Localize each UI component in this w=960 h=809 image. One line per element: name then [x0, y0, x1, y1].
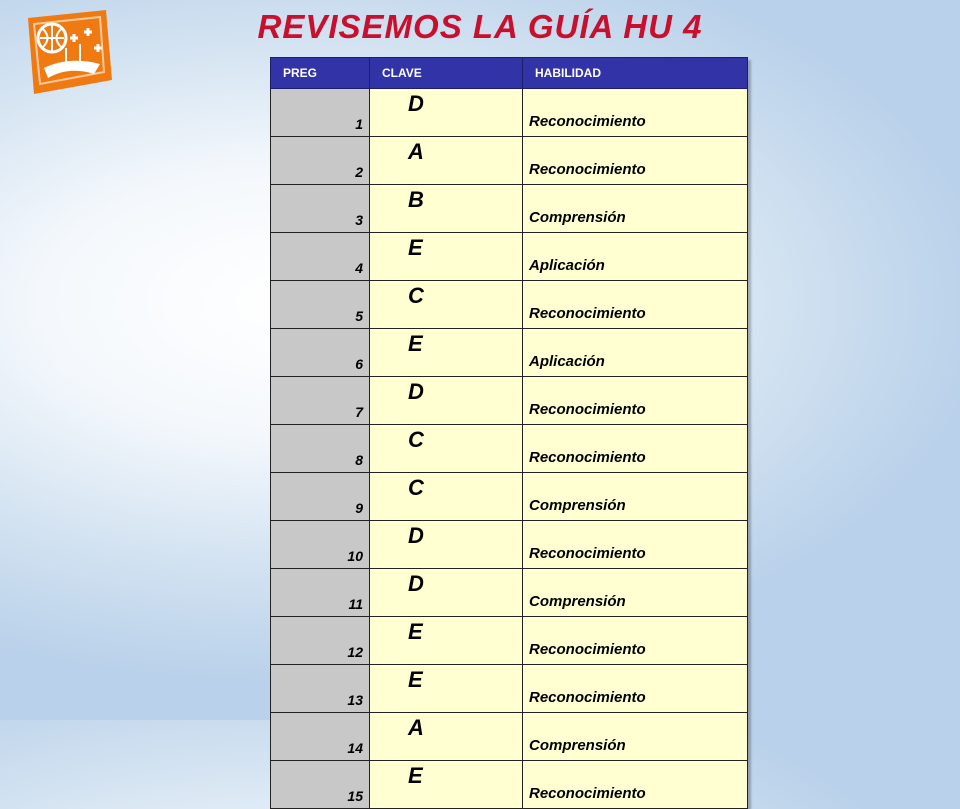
table-row	[271, 617, 748, 665]
table-row	[271, 281, 748, 329]
row-preg-cell: 2	[271, 137, 370, 185]
row-clave-cell: E	[370, 665, 523, 713]
row-preg-cell: 3	[271, 185, 370, 233]
row-preg-cell: 5	[271, 281, 370, 329]
column-header-habilidad: HABILIDAD	[523, 58, 748, 89]
row-clave-cell: C	[370, 473, 523, 521]
row-preg-cell: 15	[271, 761, 370, 809]
row-clave-cell: E	[370, 761, 523, 809]
row-clave-cell: E	[370, 617, 523, 665]
table-row	[271, 137, 748, 185]
row-habilidad-cell: Reconocimiento	[523, 137, 748, 185]
table-row	[271, 89, 748, 137]
row-clave-cell: A	[370, 713, 523, 761]
row-preg-cell: 1	[271, 89, 370, 137]
page-title: REVISEMOS LA GUÍA HU 4	[257, 8, 703, 45]
row-clave-cell: D	[370, 89, 523, 137]
column-header-preg: PREG	[271, 58, 370, 89]
table-row	[271, 473, 748, 521]
table-row	[271, 377, 748, 425]
row-preg-cell: 10	[271, 521, 370, 569]
row-preg-cell: 8	[271, 425, 370, 473]
row-clave-cell: C	[370, 425, 523, 473]
row-habilidad-cell: Reconocimiento	[523, 521, 748, 569]
column-header-clave: CLAVE	[370, 58, 523, 89]
row-habilidad-cell: Reconocimiento	[523, 377, 748, 425]
table-row	[271, 761, 748, 809]
row-habilidad-cell: Comprensión	[523, 185, 748, 233]
row-preg-cell: 13	[271, 665, 370, 713]
table-body	[271, 89, 748, 809]
row-preg-cell: 11	[271, 569, 370, 617]
row-clave-cell: D	[370, 521, 523, 569]
row-habilidad-cell: Aplicación	[523, 329, 748, 377]
row-preg-cell: 4	[271, 233, 370, 281]
row-habilidad-cell: Reconocimiento	[523, 281, 748, 329]
row-habilidad-cell: Reconocimiento	[523, 425, 748, 473]
row-preg-cell: 14	[271, 713, 370, 761]
table-row	[271, 329, 748, 377]
table-row	[271, 185, 748, 233]
row-habilidad-cell: Comprensión	[523, 569, 748, 617]
table-row	[271, 569, 748, 617]
row-habilidad-cell: Aplicación	[523, 233, 748, 281]
row-preg-cell: 7	[271, 377, 370, 425]
row-clave-cell: C	[370, 281, 523, 329]
row-preg-cell: 9	[271, 473, 370, 521]
row-habilidad-cell: Reconocimiento	[523, 761, 748, 809]
row-habilidad-cell: Comprensión	[523, 473, 748, 521]
table-row	[271, 233, 748, 281]
row-clave-cell: B	[370, 185, 523, 233]
row-habilidad-cell: Reconocimiento	[523, 89, 748, 137]
row-clave-cell: E	[370, 233, 523, 281]
table-row	[271, 521, 748, 569]
row-habilidad-cell: Reconocimiento	[523, 617, 748, 665]
row-clave-cell: D	[370, 569, 523, 617]
institution-logo-icon	[14, 8, 116, 96]
row-habilidad-cell: Comprensión	[523, 713, 748, 761]
answer-key-table	[270, 57, 748, 809]
row-clave-cell: D	[370, 377, 523, 425]
row-clave-cell: E	[370, 329, 523, 377]
row-preg-cell: 12	[271, 617, 370, 665]
table-row	[271, 665, 748, 713]
row-habilidad-cell: Reconocimiento	[523, 665, 748, 713]
row-clave-cell: A	[370, 137, 523, 185]
row-preg-cell: 6	[271, 329, 370, 377]
table-row	[271, 425, 748, 473]
table-header-row	[271, 58, 748, 89]
